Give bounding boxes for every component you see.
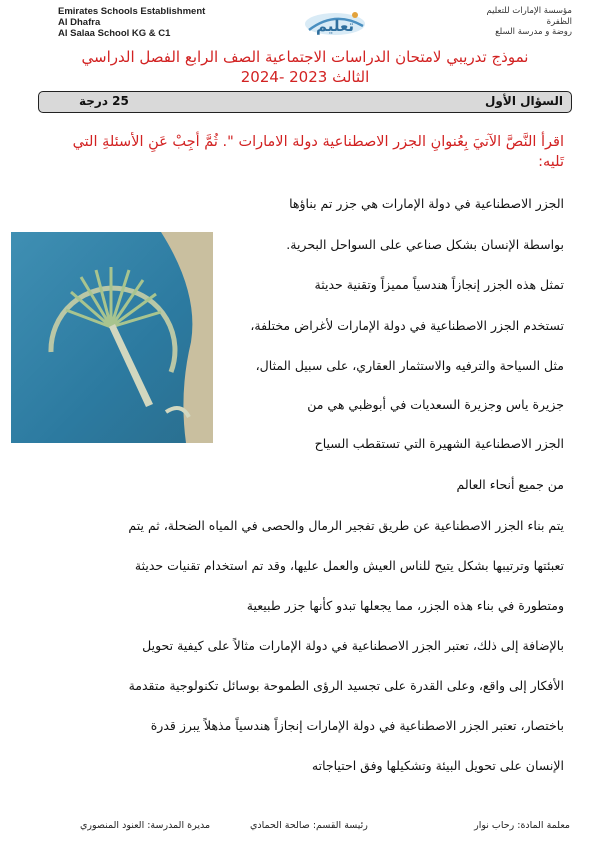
signature-teacher: معلمة المادة: رحاب نوار [474, 820, 570, 831]
header-english-line-3: Al Salaa School KG & C1 [58, 28, 171, 39]
tamkeen-logo [295, 6, 375, 40]
header-arabic-line-1: مؤسسة الإمارات للتعليم [486, 6, 572, 16]
passage-line: جزيرة ياس وجزيرة السعديات في أبوظبي هي من [307, 397, 564, 412]
palm-island-photo [11, 232, 213, 443]
passage-line: الجزر الاصطناعية في دولة الإمارات هي جزر تم بناؤها [289, 196, 564, 211]
passage-line: بواسطة الإنسان بشكل صناعي على السواحل البحرية. [286, 237, 564, 252]
header-english-line-1: Emirates Schools Establishment [58, 6, 206, 17]
passage-line: يتم بناء الجزر الاصطناعية عن طريق تفجير الرمال والحصى في المياه الضحلة، ثم يتم [128, 518, 564, 533]
signature-head-of-department: رئيسة القسم: صالحة الحمادي [250, 820, 368, 831]
question-bar [38, 91, 572, 113]
header-english-line-2: Al Dhafra [58, 17, 101, 28]
header-english-block [58, 6, 308, 39]
passage-line: بالإضافة إلى ذلك، تعتبر الجزر الاصطناعية في دولة الإمارات مثالاً على كيفية تحويل [142, 638, 564, 653]
passage-line: تمثل هذه الجزر إنجازاً هندسياً مميزاً وتقنية حديثة [314, 277, 564, 292]
passage-line: من جميع أنحاء العالم [456, 477, 564, 492]
header-arabic-line-3: روضة و مدرسة السلع [495, 27, 572, 37]
logo-text: تعليم [315, 17, 355, 35]
reading-instruction: اقرأ النَّصَّ الآتيَ بِعُنوانِ الجزر الاصطناعية دولة الامارات ". ثُمَّ أجِبْ عَنِ الأسئلةِ التي تَليه: [72, 134, 564, 170]
passage-line: الأفكار إلى واقع، وعلى القدرة على تجسيد الرؤى الطموحة بوسائل تكنولوجية متقدمة [128, 678, 564, 693]
header-arabic-line-2: الظفرة [546, 16, 572, 27]
header-arabic-block [402, 6, 572, 38]
passage-line: الجزر الاصطناعية الشهيرة التي تستقطب السياح [314, 436, 564, 451]
passage-line: الإنسان على تحويل البيئة وتشكيلها وفق احتياجاته [311, 758, 564, 773]
passage-line: باختصار، تعتبر الجزر الاصطناعية في دولة الإمارات إنجازاً هندسياً مذهلاً يبرز قدرة [150, 718, 564, 733]
passage-line: مثل السياحة والترفيه والاستثمار العقاري، على سبيل المثال، [255, 358, 564, 373]
exam-title-line-1: نموذج تدريبي لامتحان الدراسات الاجتماعية الصف الرابع الفصل الدراسي [81, 48, 529, 66]
passage-line: تستخدم الجزر الاصطناعية في دولة الإمارات لأغراض مختلفة، [250, 318, 564, 333]
question-score: 25 درجة [79, 94, 129, 108]
signature-principal: مديرة المدرسة: العنود المنصوري [80, 820, 211, 831]
exam-title-line-2: الثالث 2023 -2024 [240, 68, 370, 86]
question-label: السؤال الأول [485, 94, 563, 108]
passage-line: تعبئتها وترتيبها بشكل يتيح للناس العيش والعمل عليها، وقد تم استخدام تقنيات حديثة [134, 558, 564, 573]
passage-line: ومتطورة في بناء هذه الجزر، مما يجعلها تبدو كأنها جزر طبيعية [246, 598, 564, 613]
